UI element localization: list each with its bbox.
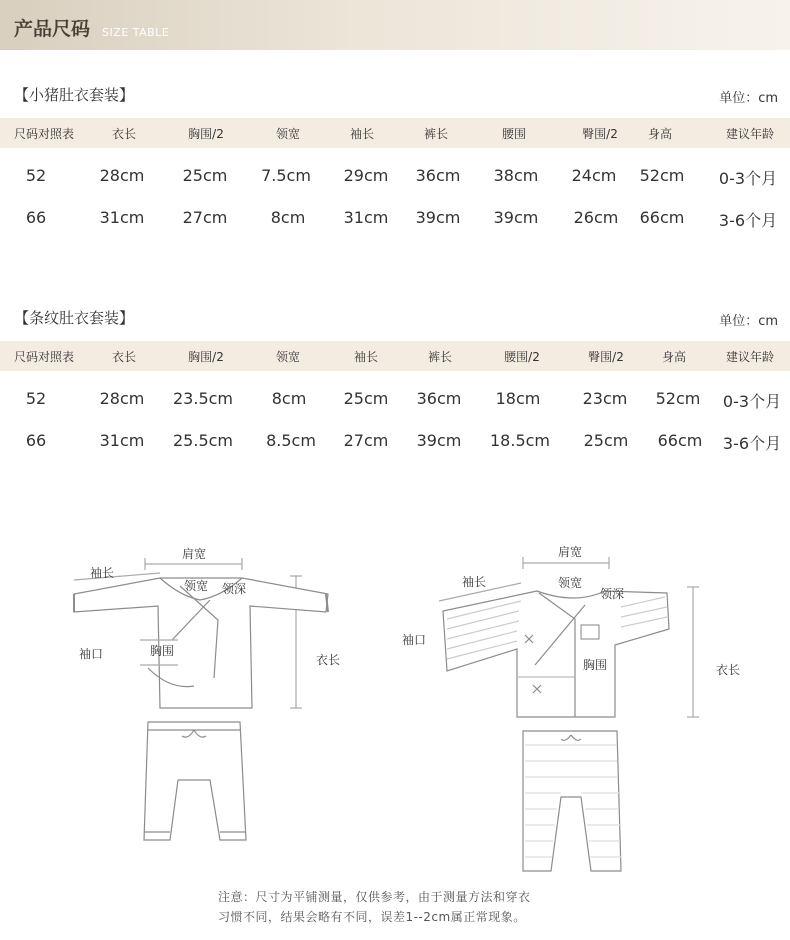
table-1-unit: 单位：cm: [719, 91, 778, 106]
sleeve-measure-line: [74, 573, 160, 580]
header-banner: [0, 0, 790, 50]
table-cell: 39cm: [493, 208, 539, 227]
table-cell: 27cm: [182, 208, 228, 227]
label-garment-length: 衣长: [316, 653, 341, 667]
col-header: 身高: [647, 127, 673, 141]
table-cell: 27cm: [343, 431, 389, 450]
table-cell: 24cm: [571, 166, 617, 185]
table-cell: 28cm: [99, 389, 145, 408]
table-cell: 0-3个月: [718, 169, 778, 188]
table-cell: 0-3个月: [722, 392, 782, 411]
table-cell: 52cm: [655, 389, 701, 408]
table-cell: 25cm: [182, 166, 228, 185]
label-cuff: 袖口: [402, 633, 427, 647]
label-neck-width: 领宽: [558, 576, 583, 590]
table-cell: 29cm: [343, 166, 389, 185]
col-header: 腰围: [501, 127, 527, 141]
table-row: [0, 208, 790, 238]
table-cell: 36cm: [416, 389, 462, 408]
col-header: 尺码对照表: [13, 127, 75, 141]
garment-diagram-left: [60, 540, 360, 885]
col-header: 裤长: [427, 350, 453, 364]
table-cell: 52cm: [639, 166, 685, 185]
col-header: 胸围/2: [188, 350, 224, 364]
table-cell: 39cm: [416, 431, 462, 450]
table-cell: 18cm: [495, 389, 541, 408]
col-header: 领宽: [275, 350, 301, 364]
note-line-1: 注意：尺寸为平铺测量，仅供参考，由于测量方法和穿衣: [218, 890, 531, 904]
garment-diagram-right: [425, 545, 725, 875]
table-cell: 26cm: [573, 208, 619, 227]
label-sleeve-length: 袖长: [462, 575, 487, 589]
table-cell: 23.5cm: [172, 389, 234, 408]
table-cell: 31cm: [343, 208, 389, 227]
col-header: 尺码对照表: [13, 350, 75, 364]
label-chest: 胸围: [583, 658, 608, 672]
table-cell: 28cm: [99, 166, 145, 185]
col-header: 衣长: [111, 350, 137, 364]
table-cell: 66: [25, 208, 47, 227]
table-cell: 31cm: [99, 431, 145, 450]
label-neck-depth: 领深: [222, 582, 247, 596]
col-header: 袖长: [349, 127, 375, 141]
note-line-2: 习惯不同，结果会略有不同，误差1--2cm属正常现象。: [218, 910, 526, 924]
col-header: 衣长: [111, 127, 137, 141]
table-cell: 8.5cm: [266, 431, 316, 450]
col-header: 腰围/2: [504, 350, 540, 364]
col-header: 领宽: [275, 127, 301, 141]
label-cuff: 袖口: [79, 647, 104, 661]
col-header: 身高: [661, 350, 687, 364]
table-2-header: [0, 341, 790, 371]
table-cell: 36cm: [415, 166, 461, 185]
pants-outline: [523, 731, 621, 871]
table-cell: 52: [25, 389, 47, 408]
page-subtitle: SIZE TABLE: [102, 26, 170, 39]
shirt-outline: [74, 578, 328, 708]
pants-outline: [144, 722, 246, 840]
table-2-unit: 单位：cm: [719, 314, 778, 329]
label-chest: 胸围: [150, 644, 175, 658]
table-1-title: 【小猪肚衣套装】: [14, 86, 135, 104]
table-cell: 8cm: [270, 208, 306, 227]
table-cell: 39cm: [415, 208, 461, 227]
table-cell: 66: [25, 431, 47, 450]
table-cell: 38cm: [493, 166, 539, 185]
table-row: [0, 389, 790, 419]
table-row: [0, 166, 790, 196]
table-cell: 52: [25, 166, 47, 185]
table-1-header: [0, 118, 790, 148]
table-row: [0, 431, 790, 461]
col-header: 建议年龄: [725, 350, 775, 364]
col-header: 建议年龄: [725, 127, 775, 141]
table-cell: 7.5cm: [261, 166, 311, 185]
table-cell: 23cm: [582, 389, 628, 408]
col-header: 胸围/2: [188, 127, 224, 141]
label-sleeve-length: 袖长: [90, 566, 115, 580]
col-header: 臀围/2: [582, 127, 618, 141]
shirt-outline: [443, 591, 669, 717]
label-garment-length: 衣长: [716, 663, 741, 677]
label-neck-depth: 领深: [600, 587, 625, 601]
table-cell: 66cm: [657, 431, 703, 450]
table-cell: 25cm: [583, 431, 629, 450]
table-cell: 25.5cm: [172, 431, 234, 450]
table-cell: 8cm: [271, 389, 307, 408]
label-shoulder-width: 肩宽: [182, 547, 207, 561]
col-header: 袖长: [353, 350, 379, 364]
label-neck-width: 领宽: [184, 579, 209, 593]
table-cell: 18.5cm: [489, 431, 551, 450]
page-title: 产品尺码: [14, 18, 91, 40]
col-header: 臀围/2: [588, 350, 624, 364]
table-cell: 25cm: [343, 389, 389, 408]
table-2-title: 【条纹肚衣套装】: [14, 309, 135, 327]
label-shoulder-width: 肩宽: [558, 545, 583, 559]
table-cell: 3-6个月: [722, 434, 782, 453]
table-cell: 3-6个月: [718, 211, 778, 230]
col-header: 裤长: [423, 127, 449, 141]
table-cell: 66cm: [639, 208, 685, 227]
table-cell: 31cm: [99, 208, 145, 227]
